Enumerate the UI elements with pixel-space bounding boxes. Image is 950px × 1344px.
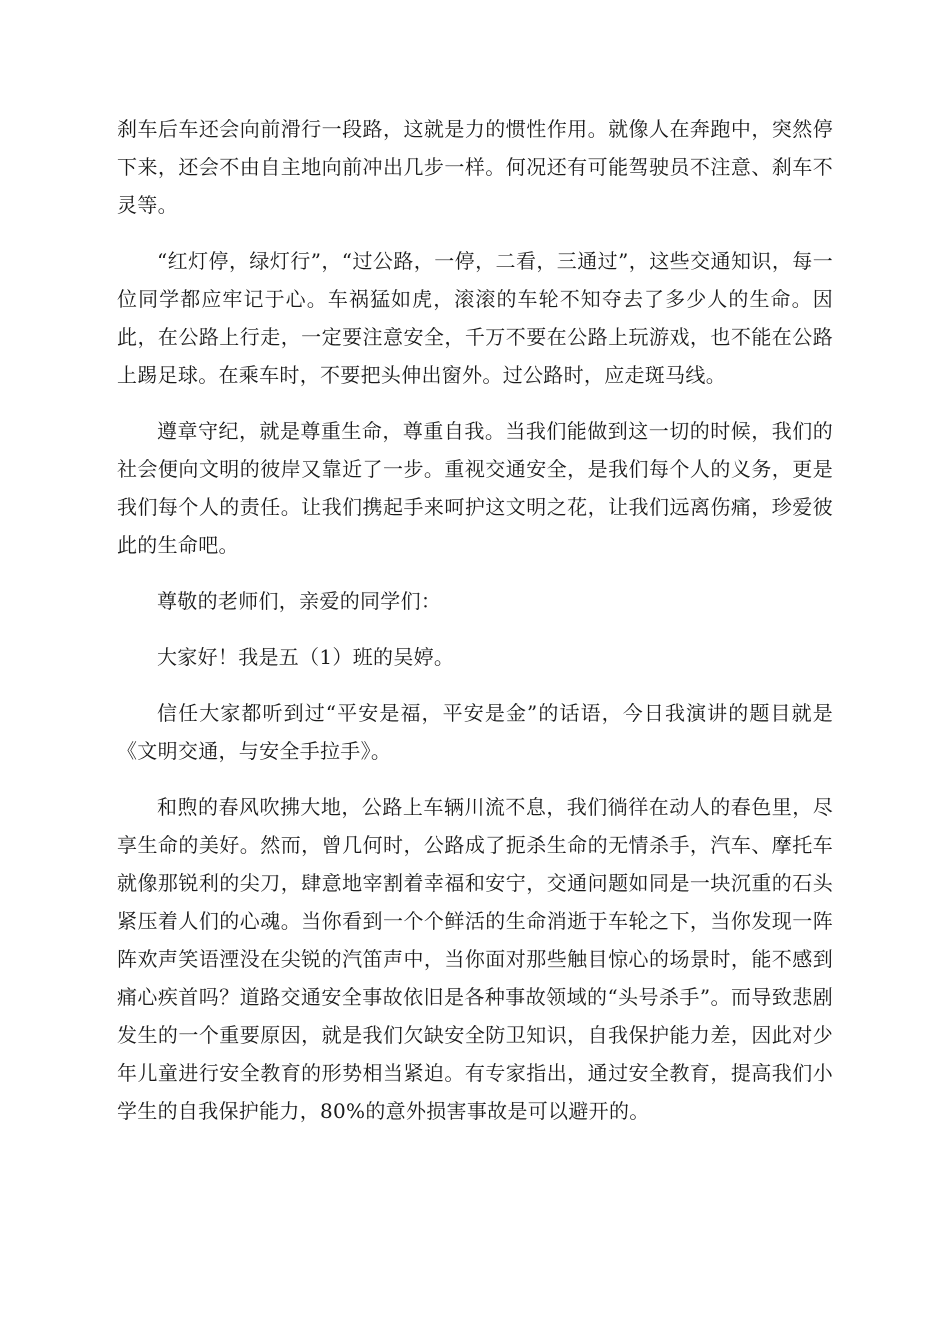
paragraph-respect-life: 遵章守纪，就是尊重生命，尊重自我。当我们能做到这一切的时候，我们的社会便向文明的彼岸又靠近了一步。重视交通安全，是我们每个人的义务，更是我们每个人的责任。让我们携起手来呵护这文明之花，让我们远离伤痛，珍爱彼此的生命吧。 — [117, 419, 833, 557]
paragraph-speech-title: 信任大家都听到过“平安是福，平安是金”的话语，今日我演讲的题目就是《文明交通，与安全手拉手》。 — [117, 701, 833, 763]
paragraph-salutation: 尊敬的老师们，亲爱的同学们： — [157, 589, 442, 613]
paragraph-main-body: 和煦的春风吹拂大地，公路上车辆川流不息，我们徜徉在动人的春色里，尽享生命的美好。然而，曾几何时，公路成了扼杀生命的无情杀手，汽车、摩托车就像那锐利的尖刀，肆意地宰割着幸福和安宁，交通问题如同是一块沉重的石头紧压着人们的心魂。当你看到一个个鲜活的生命消逝于车轮之下，当你发现一阵阵欢声笑语湮没在尖锐的汽笛声中，当你面对那些触目惊心的场景时，能不感到痛心疾首吗？道路交通安全事故依旧是各种事故领域的“头号杀手”。而导致悲剧发生的一个重要原因，就是我们欠缺安全防卫知识，自我保护能力差，因此对少年儿童进行安全教育的形势相当紧迫。有专家指出，通过安全教育，提高我们小学生的自我保护能力，80%的意外损害事故是可以避开的。 — [117, 795, 833, 1123]
paragraph-greeting: 大家好！我是五（1）班的吴婷。 — [157, 645, 455, 669]
document-body — [117, 110, 833, 1148]
paragraph-continuation: 刹车后车还会向前滑行一段路，这就是力的惯性作用。就像人在奔跑中，突然停下来，还会不由自主地向前冲出几步一样。何况还有可能驾驶员不注意、刹车不灵等。 — [117, 117, 833, 217]
paragraph-traffic-rules: “红灯停，绿灯行”，“过公路，一停，二看，三通过”，这些交通知识，每一位同学都应牢记于心。车祸猛如虎，滚滚的车轮不知夺去了多少人的生命。因此，在公路上行走，一定要注意安全，千万不要在公路上玩游戏，也不能在公路上踢足球。在乘车时，不要把头伸出窗外。过公路时，应走斑马线。 — [117, 249, 833, 387]
